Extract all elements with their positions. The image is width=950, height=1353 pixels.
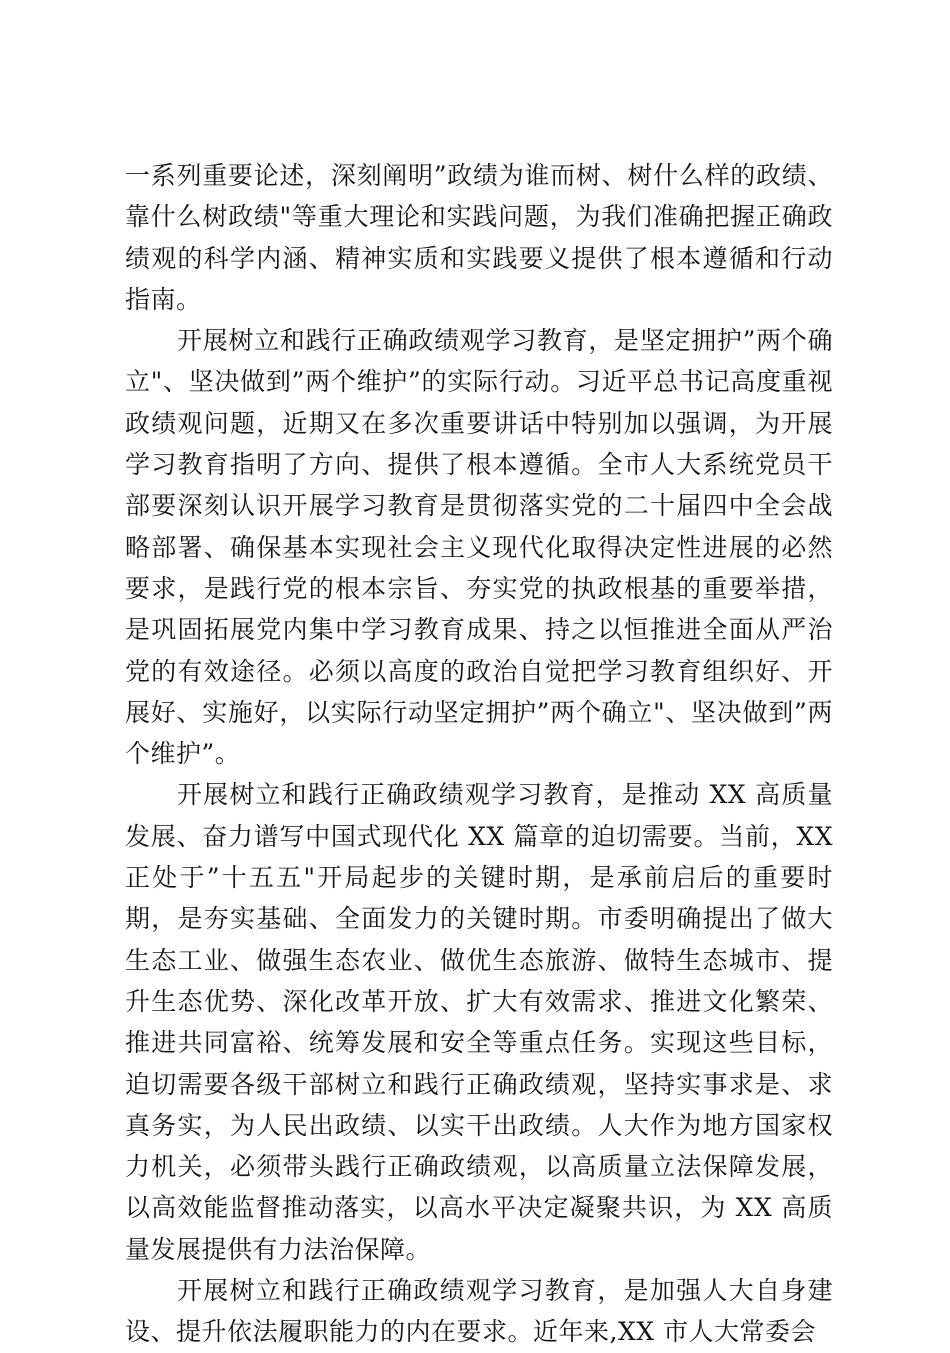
- paragraph-1: 一系列重要论述，深刻阐明”政绩为谁而树、树什么样的政绩、靠什么树政绩"等重大理论和实践问题，为我们准确把握正确政绩观的科学内涵、精神实质和实践要义提供了根本遵循和行动指南。: [125, 161, 833, 314]
- paragraph-3: 开展树立和践行正确政绩观学习教育，是推动 XX 高质量发展、奋力谱写中国式现代化 XX 篇章的迫切需要。当前，XX 正处于”十五五"开局起步的关键时期，是承前启后的重要时期，是夯实基础、全面发力的关键时期。市委明确提出了做大生态工业、做强生态农业、做优生态旅游、做特生态城市、提升生态优势、深化改革开放、扩大有效需求、推进文化繁荣、推进共同富裕、统筹发展和安全等重点任务。实现这些目标，迫切需要各级干部树立和践行正确政绩观，坚持实事求是、求真务实，为人民出政绩、以实干出政绩。人大作为地方国家权力机关，必须带头践行正确政绩观，以高质量立法保障发展，以高效能监督推动落实，以高水平决定凝聚共识，为 XX 高质量发展提供有力法治保障。: [125, 780, 833, 1264]
- document-body: [125, 155, 833, 1353]
- paragraph-2: 开展树立和践行正确政绩观学习教育，是坚定拥护”两个确立"、坚决做到”两个维护”的实际行动。习近平总书记高度重视政绩观问题，近期又在多次重要讲话中特别加以强调，为开展学习教育指明了方向、提供了根本遵循。全市人大系统党员干部要深刻认识开展学习教育是贯彻落实党的二十届四中全会战略部署、确保基本实现社会主义现代化取得决定性进展的必然要求，是践行党的根本宗旨、夯实党的执政根基的重要举措，是巩固拓展党内集中学习教育成果、持之以恒推进全面从严治党的有效途径。必须以高度的政治自觉把学习教育组织好、开展好、实施好，以实际行动坚定拥护”两个确立"、坚决做到”两个维护”。: [125, 326, 833, 769]
- paragraph-4: 开展树立和践行正确政绩观学习教育，是加强人大自身建设、提升依法履职能力的内在要求。近年来,XX 市人大常委会: [125, 1276, 833, 1347]
